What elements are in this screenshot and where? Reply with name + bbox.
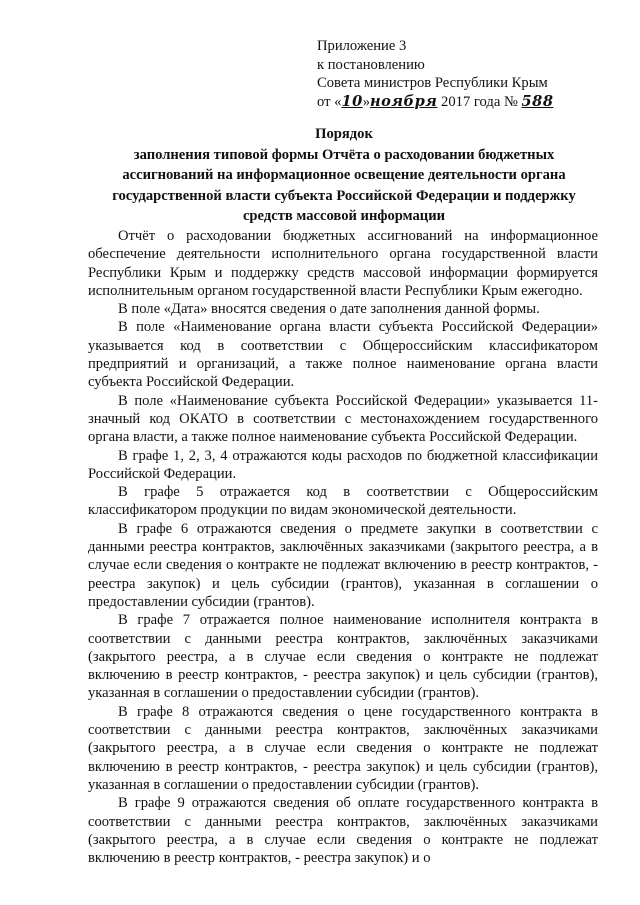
date-prefix: от «	[317, 93, 342, 110]
paragraph: В графе 9 отражаются сведения об оплате государственного контракта в соответствии с данными реестра контрактов, заключённых заказчиками (закрытого реестра, а в случае если сведения о контракте не подлежат включению в реестр контрактов, - реестра закупок) и о	[88, 795, 598, 867]
handwritten-number: 588	[521, 92, 554, 110]
paragraph: В графе 6 отражаются сведения о предмете закупки в соответствии с данными реестра контрактов, заключённых заказчиками (закрытого реестра, а в случае если сведения о контракте не подлежат включению в реестр контрактов, - реестра закупок) и цель субсидии (грантов), указанная в соглашении о предоставлении субсидии (грантов).	[88, 520, 598, 610]
paragraph: Отчёт о расходовании бюджетных ассигнований на информационное обеспечение деятельности исполнительного органа государственной власти Республики Крым и поддержку средств массовой информации формируется исполнительным органом государственной власти Республики Крым ежегодно.	[88, 228, 598, 299]
appendix-issuer: Совета министров Республики Крым	[317, 75, 548, 91]
title-line-2: ассигнований на информационное освещение деятельности органа	[122, 167, 566, 183]
appendix-label: Приложение 3	[317, 38, 407, 54]
paragraph: В графе 5 отражается код в соответствии с Общероссийским классификатором продукции по видам экономической деятельности.	[88, 484, 598, 519]
paragraph: В графе 7 отражается полное наименование исполнителя контракта в соответствии с данными реестра контрактов, заключённых заказчиками (закрытого реестра, а в случае если сведения о контракте не подлежат включению в реестр контрактов, - реестра закупок) и цель субсидии (грантов), указанная в соглашении о предоставлении субсидии (грантов).	[88, 612, 598, 702]
document-title	[88, 124, 600, 227]
date-suffix: 2017 года №	[437, 93, 522, 110]
paragraph: В поле «Наименование органа власти субъекта Российской Федерации» указывается код в соответствии с Общероссийским классификатором предприятий и организаций, а также полное наименование органа власти субъекта Российской Федерации.	[88, 319, 598, 391]
title-line-4: средств массовой информации	[242, 208, 446, 224]
paragraph: В поле «Дата» вносятся сведения о дате заполнения данной формы.	[118, 301, 540, 318]
date-mid: »	[362, 93, 371, 110]
appendix-date-line	[317, 93, 617, 112]
paragraph: В поле «Наименование субъекта Российской Федерации» указывается 11-значный код ОКАТО в соответствии с местонахождением государственного органа власти, а также полное наименование субъекта Российской Федерации.	[88, 392, 598, 446]
title-line-3: государственной власти субъекта Российской Федерации и поддержку	[112, 187, 576, 204]
paragraph: В графе 1, 2, 3, 4 отражаются коды расходов по бюджетной классификации Российской Федерации.	[88, 447, 598, 482]
title-line-1: заполнения типовой формы Отчёта о расходовании бюджетных	[133, 146, 555, 163]
paragraph: В графе 8 отражаются сведения о цене государственного контракта в соответствии с данными реестра контрактов, заключённых заказчиками (закрытого реестра, а в случае если сведения о контракте не подлежат включению в реестр контрактов, - реестра закупок) и цель субсидии (грантов), указанная в соглашении о предоставлении субсидии (грантов).	[88, 703, 598, 793]
handwritten-day: 10	[341, 92, 363, 110]
appendix-resolution-label: к постановлению	[317, 56, 425, 73]
title-heading: Порядок	[315, 126, 373, 142]
handwritten-month: ноября	[370, 92, 438, 110]
appendix-header	[317, 37, 617, 111]
document-body	[88, 227, 598, 867]
